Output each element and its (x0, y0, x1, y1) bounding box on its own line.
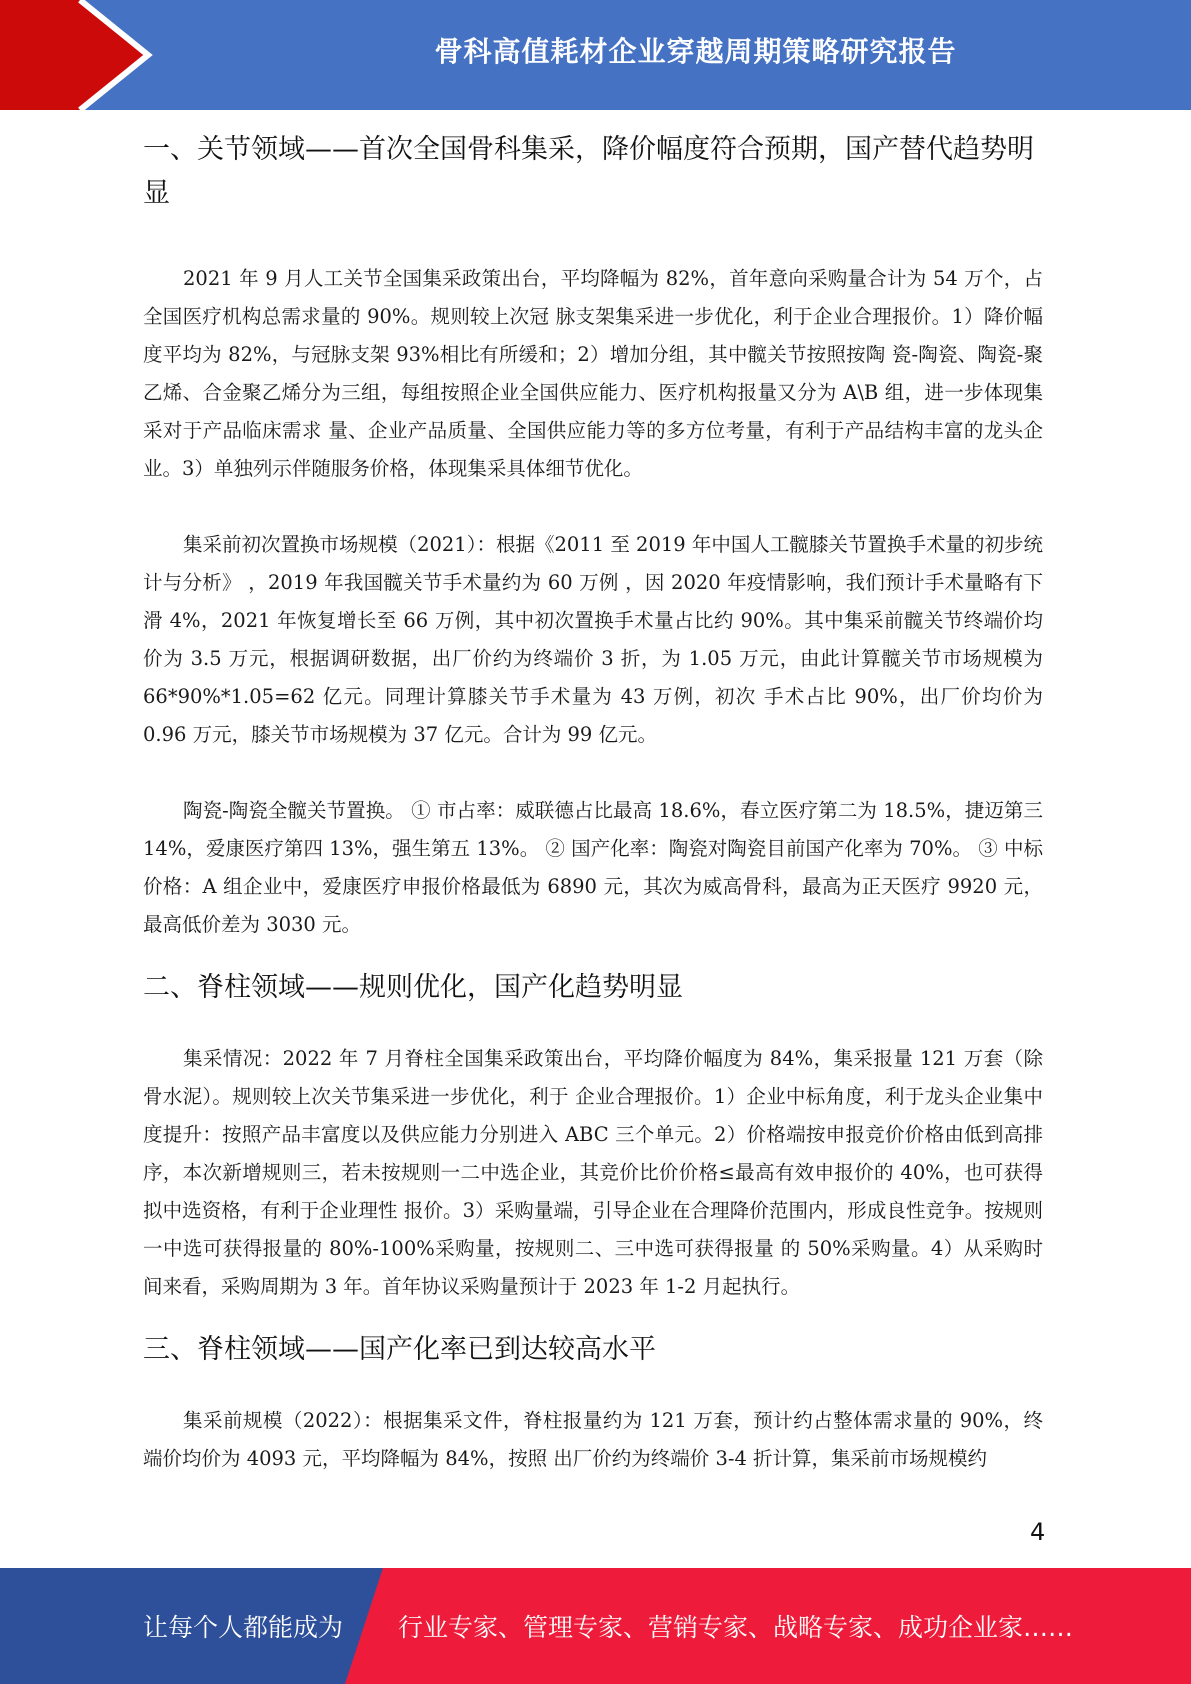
header-band (0, 0, 1191, 110)
red-chevron-logo (0, 0, 160, 110)
paragraph-spine-market-size: 集采前规模（2022）：根据集采文件，脊柱报量约为 121 万套，预计约占整体需求量的 90%，终端价均价为 4093 元，平均降幅为 84%，按照 出厂价约为终端价 3-4 折计算，集采前市场规模约 (143, 1409, 1043, 1470)
section-heading-spine-localization: 三、脊柱领域——国产化率已到达较高水平 (143, 1334, 656, 1365)
paragraph-joint-market-size: 集采前初次置换市场规模（2021）：根据《2011 至 2019 年中国人工髋膝关节置换手术量的初步统计与分析》 ，2019 年我国髋关节手术量约为 60 万例 ，因 2020 年疫情影响，我们预计手术量略有下滑 4%，2021 年恢复增长至 66 万例，其中初次置换手术量占比约 90%。其中集采前髋关节终端价均价为 3.5 万元，根据调研数据，出厂价约为终端价 3 折，为 1.05 万元，由此计算髋关节市场规模为 66*90%*1.05=62 亿元。同理计算膝关节手术量为 43 万例，初次 手术占比 90%，出厂价均价为 0.96 万元，膝关节市场规模为 37 亿元。合计为 99 亿元。 (143, 533, 1043, 746)
footer-slogan-right: 行业专家、管理专家、营销专家、战略专家、成功企业家…… (398, 1613, 1074, 1642)
section-heading-joint: 一、关节领域——首次全国骨科集采，降价幅度符合预期，国产替代趋势明显 (143, 134, 1034, 209)
paragraph-ceramic-hip: 陶瓷-陶瓷全髋关节置换。 ① 市占率：威联德占比最高 18.6%，春立医疗第二为 18.5%，捷迈第三 14%，爱康医疗第四 13%，强生第五 13%。 ② 国产化率：陶瓷对陶瓷目前国产化率为 70%。 ③ 中标价格：A 组企业中，爱康医疗申报价格最低为 6890 元，其次为威高骨科，最高为正天医疗 9920 元，最高低价差为 3030 元。 (143, 799, 1043, 936)
header-title: 骨科高值耗材企业穿越周期策略研究报告 (434, 35, 957, 68)
footer-slogan-left: 让每个人都能成为 (143, 1613, 344, 1642)
document-body (143, 128, 1043, 1478)
page-number: 4 (1030, 1518, 1046, 1546)
paragraph-spine-procurement: 集采情况：2022 年 7 月脊柱全国集采政策出台，平均降价幅度为 84%，集采报量 121 万套（除骨水泥）。规则较上次关节集采进一步优化，利于 企业合理报价。1）企业中标角度，利于龙头企业集中度提升：按照产品丰富度以及供应能力分别进入 ABC 三个单元。2）价格端按申报竞价价格由低到高排序，本次新增规则三，若未按规则一二中选企业，其竞价比价价格≤最高有效申报价的 40%，也可获得拟中选资格，有利于企业理性 报价。3）采购量端，引导企业在合理降价范围内，形成良性竞争。按规则一中选可获得报量的 80%-100%采购量，按规则二、三中选可获得报量 的 50%采购量。4）从采购时间来看，采购周期为 3 年。首年协议采购量预计于 2023 年 1-2 月起执行。 (143, 1047, 1043, 1298)
red-chevron-shape (0, 0, 148, 110)
footer-band (0, 1568, 1191, 1684)
paragraph-joint-policy: 2021 年 9 月人工关节全国集采政策出台，平均降幅为 82%，首年意向采购量合计为 54 万个，占全国医疗机构总需求量的 90%。规则较上次冠 脉支架集采进一步优化，利于企业合理报价。1）降价幅度平均为 82%，与冠脉支架 93%相比有所缓和；2）增加分组，其中髋关节按照按陶 瓷-陶瓷、陶瓷-聚乙烯、合金聚乙烯分为三组，每组按照企业全国供应能力、医疗机构报量又分为 A\B 组，进一步体现集采对于产品临床需求 量、企业产品质量、全国供应能力等的多方位考量，有利于产品结构丰富的龙头企业。3）单独列示伴随服务价格，体现集采具体细节优化。 (143, 267, 1043, 480)
section-heading-spine-rules: 二、脊柱领域——规则优化，国产化趋势明显 (143, 972, 683, 1003)
